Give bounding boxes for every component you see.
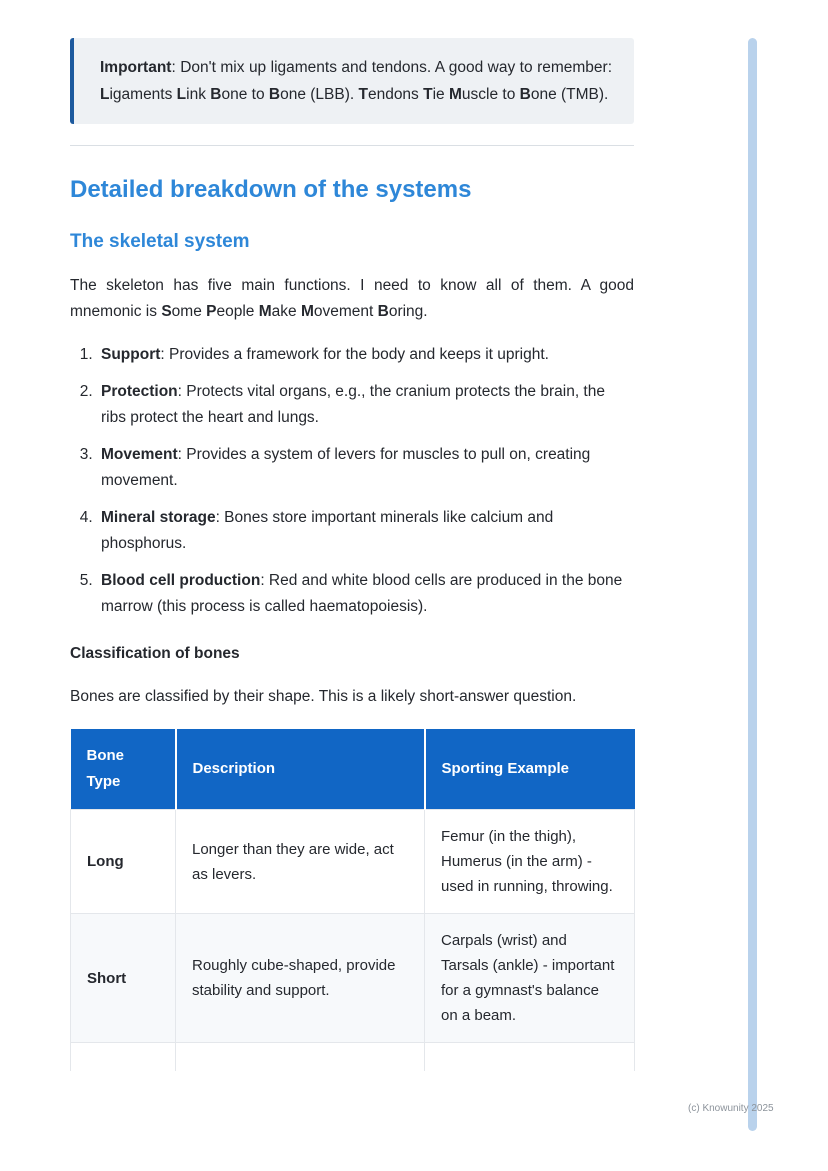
cell-bone-type [71, 1043, 176, 1071]
list-item-protection [97, 379, 634, 431]
table-header-sporting-example: Sporting Example [425, 729, 635, 810]
list-term: Mineral storage [101, 509, 216, 526]
bone-classification-table [70, 729, 635, 1071]
document-content [70, 38, 634, 1071]
table-header-description: Description [176, 729, 425, 810]
watermark: (c) Knowunity 2025 [688, 1103, 774, 1114]
list-item-blood-cell-production [97, 568, 634, 620]
list-term: Blood cell production [101, 572, 261, 589]
table-row-partial [71, 1043, 635, 1071]
list-text: : Protects vital organs, e.g., the cranium protects the brain, the ribs protect the heart and lungs. [101, 383, 605, 426]
cell-sporting-example: Femur (in the thigh), Humerus (in the arm) - used in running, throwing. [425, 810, 635, 914]
classification-intro: Bones are classified by their shape. This is a likely short-answer question. [70, 688, 577, 705]
list-item-mineral-storage [97, 505, 634, 557]
skeleton-functions-list [70, 342, 634, 620]
scrollbar-thumb[interactable] [748, 38, 757, 1131]
table-row-long [71, 810, 635, 914]
section-heading-skeletal-system: The skeletal system [70, 231, 250, 252]
page-title: Detailed breakdown of the systems [70, 176, 472, 203]
important-callout-text: Important: Don't mix up ligaments and tendons. A good way to remember: Ligaments Link Bone to Bone (LBB). Tendons Tie Muscle to Bone (TMB). [100, 59, 612, 103]
list-term: Movement [101, 446, 178, 463]
list-text: : Provides a framework for the body and keeps it upright. [160, 346, 549, 363]
cell-sporting-example: Carpals (wrist) and Tarsals (ankle) - important for a gymnast's balance on a beam. [425, 914, 635, 1043]
cell-sporting-example [425, 1043, 635, 1071]
classification-subheading: Classification of bones [70, 645, 240, 662]
cell-description: Longer than they are wide, act as levers. [176, 810, 425, 914]
skeletal-intro-paragraph: The skeleton has five main functions. I need to know all of them. A good mnemonic is Some People Make Movement Boring. [70, 277, 634, 320]
cell-bone-type: Long [71, 810, 176, 914]
list-text: : Bones store important minerals like calcium and phosphorus. [101, 509, 554, 552]
cell-description: Roughly cube-shaped, provide stability and support. [176, 914, 425, 1043]
list-term: Support [101, 346, 161, 363]
list-item-movement [97, 442, 634, 494]
table-row-short [71, 914, 635, 1043]
table-header-row [71, 729, 635, 810]
important-callout [70, 38, 634, 124]
list-text: : Provides a system of levers for muscles to pull on, creating movement. [101, 446, 591, 489]
cell-bone-type: Short [71, 914, 176, 1043]
list-text: : Red and white blood cells are produced in the bone marrow (this process is called haematopoiesis). [101, 572, 623, 615]
section-divider [70, 145, 634, 146]
table-header-bone-type: Bone Type [71, 729, 176, 810]
list-item-support [97, 342, 634, 368]
cell-description [176, 1043, 425, 1071]
list-term: Protection [101, 383, 178, 400]
